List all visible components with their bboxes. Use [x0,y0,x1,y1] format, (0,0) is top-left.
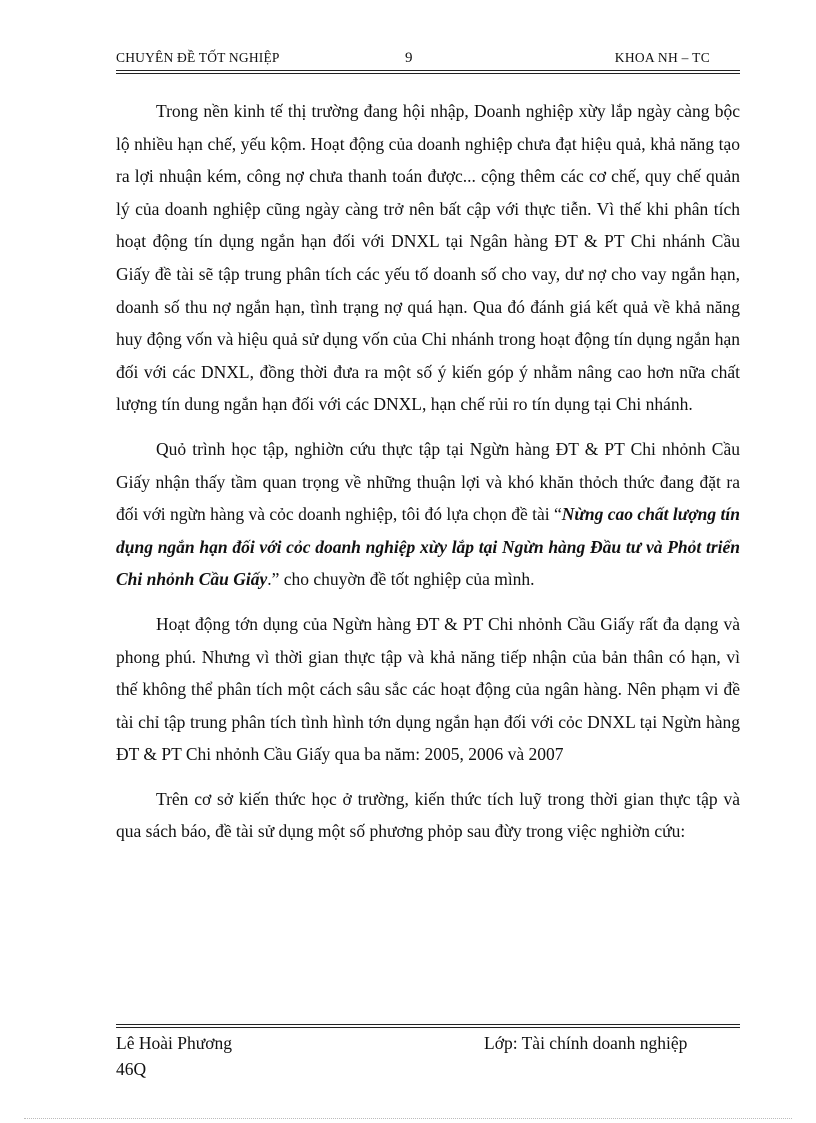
paragraph-2 [116,433,740,596]
paragraph-1: Trong nền kinh tế thị trường đang hội nhập, Doanh nghiệp xừy lắp ngày càng bộc lộ nhiều hạn chế, yếu kộm. Hoạt động của doanh nghiệp chưa đạt hiệu quả, khả năng tạo ra lợi nhuận kém, công nợ chưa thanh toán được... cộng thêm các cơ chế, quy chế quản lý của doanh nghiệp cũng ngày càng trở nên bất cập với thực tiễn. Vì thế khi phân tích hoạt động tín dụng ngắn hạn đối với DNXL tại Ngân hàng ĐT & PT Chi nhánh Cầu Giấy đề tài sẽ tập trung phân tích các yếu tố doanh số cho vay, dư nợ cho vay ngắn hạn, doanh số thu nợ ngắn hạn, tình trạng nợ quá hạn. Qua đó đánh giá kết quả về khả năng huy động vốn và hiệu quả sử dụng vốn của Chi nhánh trong hoạt động tín dụng ngắn hạn đối với các DNXL, đồng thời đưa ra một số ý kiến góp ý nhằm nâng cao hơn nữa chất lượng tín dung ngắn hạn đối với các DNXL, hạn chế rủi ro tín dụng tại Chi nhánh. [116,101,740,415]
header-rule [116,70,740,74]
page-number: 9 [405,50,413,66]
footer-author: Lê Hoài Phương [116,1033,232,1053]
header-title: CHUYÊN ĐỀ TỐT NGHIỆP [116,50,280,65]
paragraph-2-tail: .” cho chuyờn đề tốt nghiệp của mình. [267,569,535,590]
paragraph-3: Hoạt động tớn dụng của Ngừn hàng ĐT & PT Chi nhỏnh Cầu Giấy rất đa dạng và phong phú. Nhưng vì thời gian thực tập và khả năng tiếp nhận của bản thân có hạn, vì thế không thể phân tích một cách sâu sắc các hoạt động của ngân hàng. Nên phạm vi đề tài chỉ tập trung phân tích tình hình tớn dụng ngắn hạn đối với cỏc DNXL tại Ngừn hàng ĐT & PT Chi nhỏnh Cầu Giấy qua ba năm: 2005, 2006 và 2007 [116,613,740,765]
document-body [116,95,740,860]
paragraph-2-lead: Quỏ trình học tập, nghiờn cứu thực tập tại Ngừn hàng ĐT & PT Chi nhỏnh Cầu Giấy nhận thấy tầm quan trọng về những thuận lợi và khó khăn thỏch thức đang đặt ra đối với ngừn hàng và cỏc doanh nghiệp, tôi đó lựa chọn đề tài “ [116,438,740,525]
page-edge-dotted-line [24,1118,792,1119]
footer-rule [116,1024,740,1028]
footer-class-code: 46Q [116,1059,147,1079]
paragraph-4: Trên cơ sở kiến thức học ở trường, kiến thức tích luỹ trong thời gian thực tập và qua sách báo, đề tài sử dụng một số phương phỏp sau đừy trong việc nghiờn cứu: [116,788,740,842]
footer-class-label: Lớp: Tài chính doanh nghiệp [484,1033,688,1053]
thesis-title: Nừng cao chất lượng tín dụng ngắn hạn đối với cỏc doanh nghiệp xừy lắp tại Ngừn hàng Đầu tư và Phỏt triển Chi nhỏnh Cầu Giấy [116,504,740,590]
header-department: KHOA NH – TC [614,50,710,65]
page-header [116,50,740,70]
